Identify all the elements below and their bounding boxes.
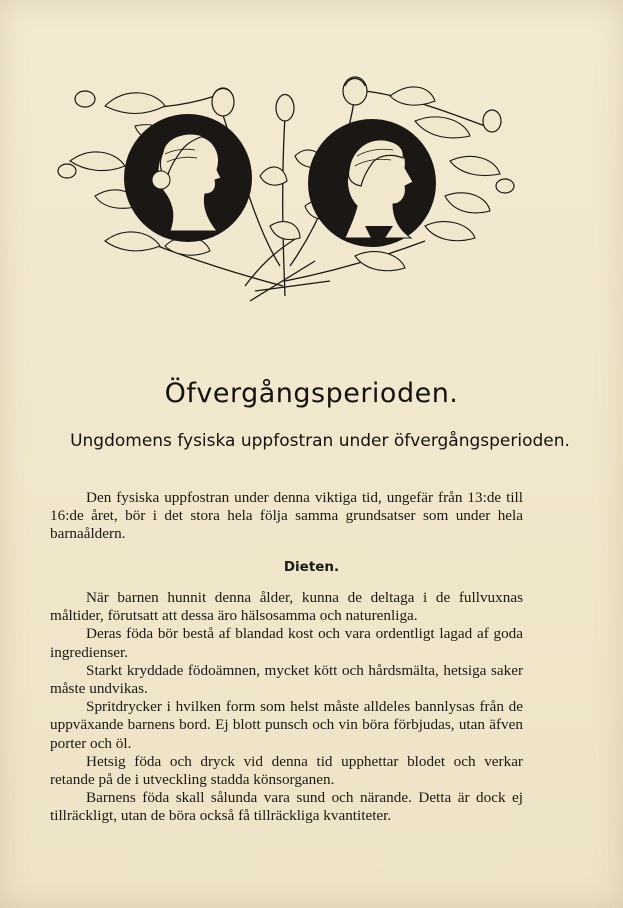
- paragraph: Starkt kryddade födoämnen, mycket kött och hårdsmälta, hetsiga saker måste undvikas.: [50, 661, 523, 698]
- paragraph: Barnens föda skall sålunda vara sund och närande. Detta är dock ej tillräckligt, utan de böra också få tillräckliga kvantiteter.: [50, 789, 523, 825]
- cameo-portrait-woman: [124, 114, 252, 242]
- section-heading: Dieten.: [283, 559, 340, 575]
- cameo-portrait-man: [308, 119, 436, 247]
- diet-section: [50, 589, 523, 826]
- chapter-title: Öfvergångsperioden.: [164, 378, 459, 409]
- paragraph: Spritdrycker i hvilken form som helst måste alldeles bannlysas från de uppväxande barnens bord. Ej blott punsch och vin böra förbjudas, utan äfven porter och öl.: [50, 698, 523, 752]
- paragraph: Deras föda bör bestå af blandad kost och vara ordentligt lagad af goda ingredienser.: [50, 625, 523, 661]
- vignette-illustration: [45, 66, 525, 306]
- chapter-subtitle: Ungdomens fysiska uppfostran under öfvergångsperioden.: [70, 431, 570, 451]
- intro-text: Den fysiska uppfostran under denna viktiga tid, ungefär från 13:de till 16:de året, bör i det stora hela följa samma grundsatser som under hela barnaåldern.: [50, 489, 523, 543]
- intro-paragraph: [50, 489, 523, 544]
- paragraph: När barnen hunnit denna ålder, kunna de deltaga i de fullvuxnas måltider, förutsatt att dessa äro hälsosamma och naturenliga.: [50, 589, 523, 625]
- paragraph: Hetsig föda och dryck vid denna tid upphettar blodet och verkar retande på de i utveckling stadda könsorganen.: [50, 752, 523, 789]
